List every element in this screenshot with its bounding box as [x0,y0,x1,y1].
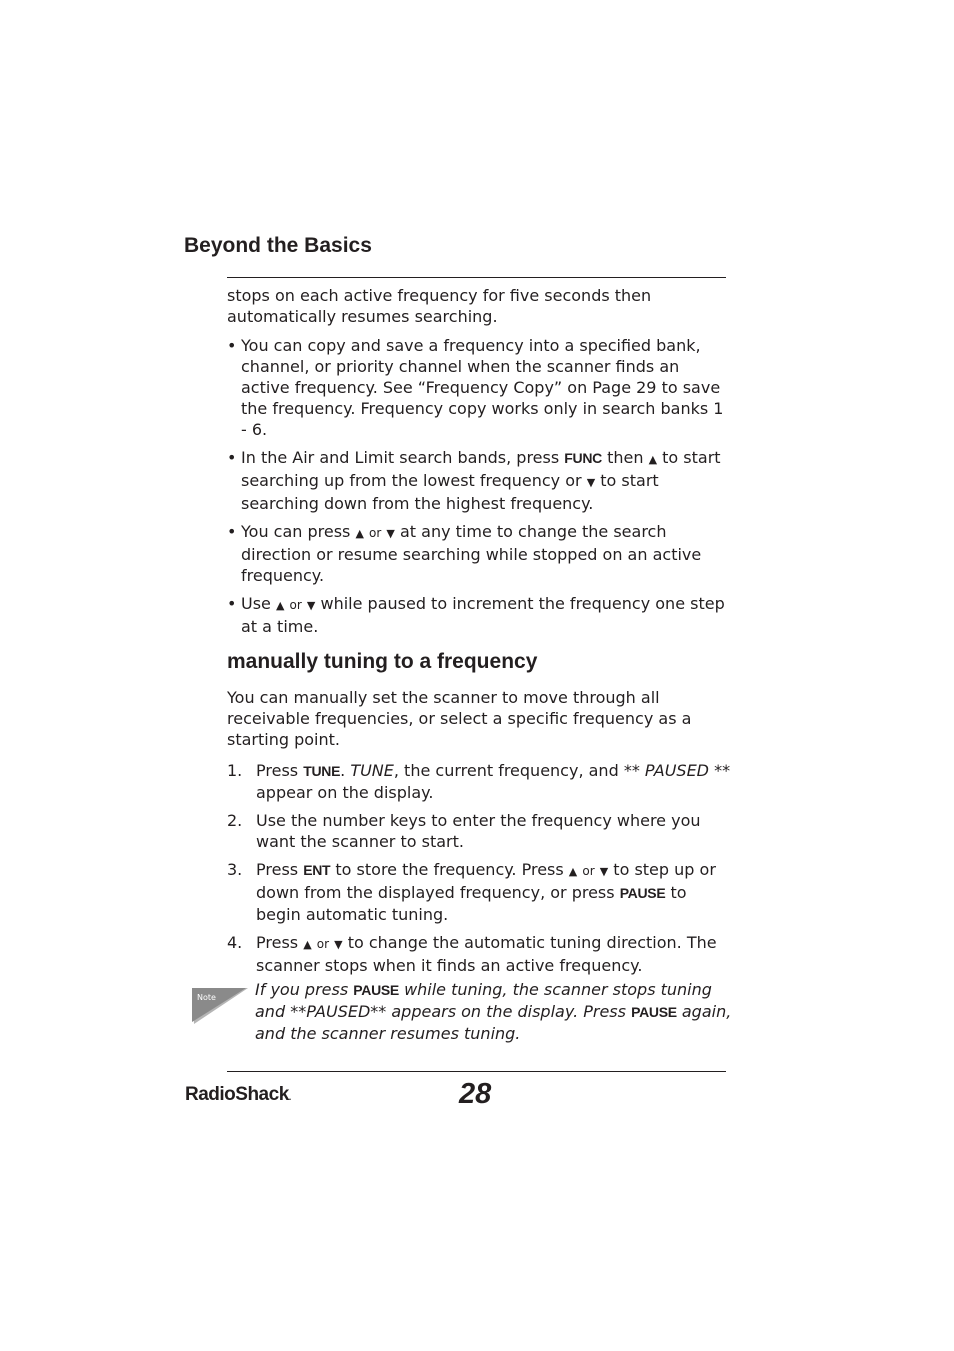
subsection-heading: manually tuning to a frequency [227,650,538,673]
bullet-text: to start searching down from the highest frequency. [241,471,659,513]
step-text: Press [256,933,299,952]
step-text: to change the automatic tuning direction. The scanner stops when it finds an active frequency. [256,933,717,975]
down-arrow-icon: ▼ [386,527,395,540]
manual-intro: You can manually set the scanner to move through all receivable frequencies, or select a specific frequency as a starting point. [227,688,692,749]
bullet-icon: • [227,594,237,613]
bullet-text: You can press [241,522,351,541]
step-text: to begin automatic tuning. [256,883,687,924]
list-item [227,760,732,803]
note-segment: while tuning, the scanner stops tuning and **PAUSED** appears on the display. Press [255,980,712,1021]
step-text: to step up or down from the displayed frequency, or press [256,860,716,902]
brand-logo [185,1084,291,1106]
bullet-text: at any time to change the search direction or resume searching while stopped on an active frequency. [241,522,702,585]
step-number: 4. [227,933,243,952]
step-text: Press [256,860,299,879]
step-text: to store the frequency. Press [335,860,564,879]
func-key-label: FUNC [564,450,602,466]
step-number: 3. [227,860,243,879]
tune-key-label: TUNE [303,763,341,779]
steps-list [227,760,732,976]
bullet-text: while paused to increment the frequency one step at a time. [241,594,725,636]
step-number: 2. [227,811,243,830]
section-title: Beyond the Basics [184,234,372,257]
page-number: 28 [459,1078,492,1110]
footer-rule [227,1071,726,1072]
step-text: , the current frequency, and [393,761,619,780]
display-text: ** PAUSED ** [623,761,731,780]
up-arrow-icon: ▲ [648,453,658,466]
main-content [227,285,732,983]
intro-continuation: stops on each active frequency for five seconds then automatically resumes searching. [227,286,652,326]
bullet-text: to start searching up from the lowest frequency or [241,448,721,490]
note-segment: If you press [255,980,349,999]
down-arrow-icon: ▼ [306,599,316,612]
list-item [227,593,732,637]
list-item [227,810,732,852]
list-item [227,447,732,514]
list-item [227,335,732,440]
pause-key-label: PAUSE [631,1004,677,1020]
down-arrow-icon: ▼ [586,476,596,489]
up-arrow-icon: ▲ [355,527,364,540]
list-item [227,859,732,925]
step-text: appear on the display. [256,783,434,802]
bullet-icon: • [227,522,237,541]
tips-list [227,335,732,637]
brand-name: RadioShack [185,1084,289,1105]
or-label: or [369,526,382,540]
pause-key-label: PAUSE [353,982,399,998]
bullet-text: then [607,448,644,467]
bullet-text: In the Air and Limit search bands, press [241,448,560,467]
note-segment: again, and the scanner resumes tuning. [255,1002,732,1043]
or-label: or [316,937,330,951]
bullet-icon: • [227,336,237,355]
note-icon [192,988,250,1026]
brand-dot: . [288,1092,291,1102]
list-item [227,932,732,976]
bullet-text: Use [241,594,271,613]
note-text [255,979,735,1044]
bullet-icon: • [227,448,237,467]
step-text: . [340,761,346,780]
step-number: 1. [227,761,243,780]
or-label: or [582,864,595,878]
down-arrow-icon: ▼ [599,865,609,878]
step-text: Press [256,761,299,780]
up-arrow-icon: ▲ [568,865,578,878]
pause-key-label: PAUSE [619,885,666,901]
or-label: or [289,598,302,612]
up-arrow-icon: ▲ [275,599,285,612]
header-rule [227,277,726,278]
up-arrow-icon: ▲ [303,938,312,951]
list-item [227,521,732,586]
note-badge-label: Note [197,993,216,1002]
bullet-text: You can copy and save a frequency into a specified bank, channel, or priority channel when the scanner finds an active frequency. See “Frequency Copy” on Page 29 to save the frequency. Frequency copy works only in search banks 1 - 6. [241,336,724,439]
step-text: Use the number keys to enter the frequency where you want the scanner to start. [256,811,701,851]
display-text: TUNE [350,761,394,780]
down-arrow-icon: ▼ [334,938,343,951]
ent-key-label: ENT [303,862,331,878]
